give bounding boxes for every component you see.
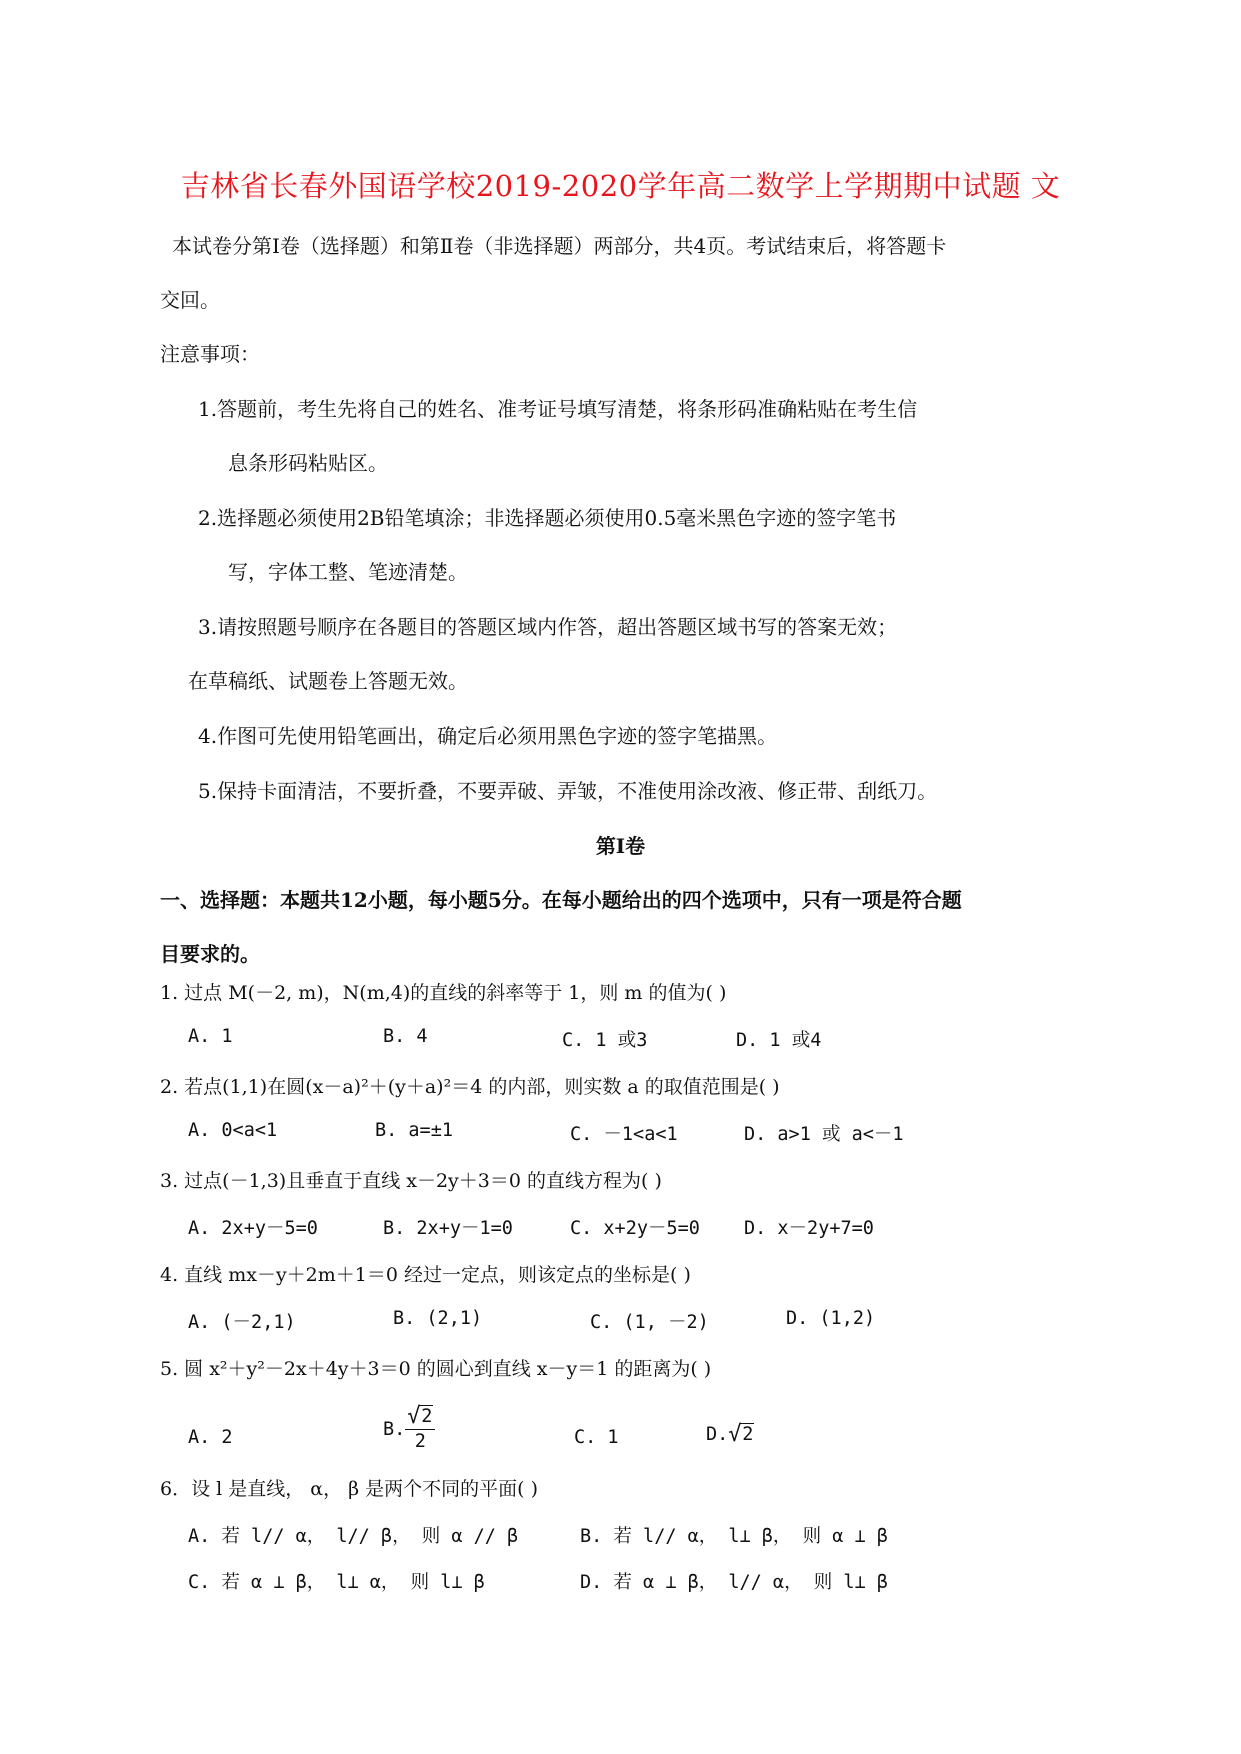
question-1-stem: 1. 过点 M(－2, m)，N(m,4)的直线的斜率等于 1，则 m 的值为( ) — [160, 982, 727, 1004]
question-6-option-a: A. 若 l// α， l// β， 则 α // β — [188, 1526, 519, 1547]
note-2-line-2: 写，字体工整、笔迹清楚。 — [228, 560, 468, 584]
question-5-option-c: C. 1 — [574, 1427, 619, 1448]
section-heading-line-1: 一、选择题：本题共12小题，每小题5分。在每小题给出的四个选项中，只有一项是符合题 — [160, 888, 962, 912]
question-2-option-a: A. 0<a<1 — [188, 1120, 278, 1141]
question-6-option-d: D. 若 α ⊥ β， l// α， 则 l⊥ β — [580, 1572, 888, 1593]
question-4-option-d: D. (1,2) — [786, 1308, 876, 1329]
section-label: 第Ⅰ卷 — [595, 834, 646, 858]
section-heading-line-2: 目要求的。 — [160, 942, 260, 966]
question-1-option-d: D. 1 或4 — [736, 1030, 822, 1051]
radical-sign: √ — [407, 1404, 421, 1429]
sqrt-expression — [728, 1424, 754, 1445]
radical-sign: √ — [728, 1422, 742, 1447]
question-6-option-c: C. 若 α ⊥ β， l⊥ α， 则 l⊥ β — [188, 1572, 485, 1593]
sqrt-radicand: 2 — [421, 1406, 433, 1427]
question-4-option-c: C. (1, －2) — [590, 1312, 709, 1333]
question-4-option-a: A. (－2,1) — [188, 1312, 296, 1333]
note-2-line-1: 2.选择题必须使用2B铅笔填涂；非选择题必须使用0.5毫米黑色字迹的签字笔书 — [198, 506, 897, 530]
question-3-option-b: B. 2x+y－1=0 — [383, 1218, 513, 1239]
question-5-option-a: A. 2 — [188, 1427, 233, 1448]
question-6-stem: 6．设 l 是直线， α， β 是两个不同的平面( ) — [160, 1478, 539, 1500]
question-5-option-b — [383, 1404, 435, 1452]
note-3-line-1: 3.请按照题号顺序在各题目的答题区域内作答，超出答题区域书写的答案无效； — [198, 615, 898, 639]
question-3-option-a: A. 2x+y－5=0 — [188, 1218, 318, 1239]
question-3-stem: 3. 过点(－1,3)且垂直于直线 x－2y＋3＝0 的直线方程为( ) — [160, 1170, 662, 1192]
question-4-stem: 4. 直线 mx－y＋2m＋1＝0 经过一定点，则该定点的坐标是( ) — [160, 1264, 691, 1286]
question-1-option-b: B. 4 — [383, 1026, 428, 1047]
question-2-stem: 2. 若点(1,1)在圆(x－a)²＋(y＋a)²＝4 的内部，则实数 a 的取值范围是( ) — [160, 1076, 780, 1098]
fraction — [405, 1404, 435, 1452]
question-2-option-b: B. a=±1 — [375, 1120, 453, 1141]
note-5: 5.保持卡面清洁，不要折叠，不要弄破、弄皱，不准使用涂改液、修正带、刮纸刀。 — [198, 779, 938, 803]
question-5-stem: 5. 圆 x²＋y²－2x＋4y＋3＝0 的圆心到直线 x－y＝1 的距离为( ) — [160, 1358, 712, 1380]
notes-heading: 注意事项： — [160, 342, 260, 366]
note-1-line-2: 息条形码粘贴区。 — [228, 451, 388, 475]
question-1-option-c: C. 1 或3 — [562, 1030, 648, 1051]
question-4-option-b: B. (2,1) — [393, 1308, 483, 1329]
document-title: 吉林省长春外国语学校2019-2020学年高二数学上学期期中试题 文 — [180, 169, 1061, 203]
option-b-label: B. — [383, 1419, 406, 1440]
sqrt-radicand: 2 — [742, 1424, 754, 1445]
question-6-option-b: B. 若 l// α， l⊥ β， 则 α ⊥ β — [580, 1526, 888, 1547]
question-3-option-d: D. x－2y+7=0 — [744, 1218, 874, 1239]
question-2-option-d: D. a>1 或 a<－1 — [744, 1124, 904, 1145]
note-4: 4.作图可先使用铅笔画出，确定后必须用黑色字迹的签字笔描黑。 — [198, 724, 778, 748]
note-1-line-1: 1.答题前，考生先将自己的姓名、准考证号填写清楚，将条形码准确粘贴在考生信 — [198, 397, 918, 421]
fraction-denominator: 2 — [414, 1430, 426, 1452]
question-3-option-c: C. x+2y－5=0 — [570, 1218, 700, 1239]
intro-line-1: 本试卷分第Ⅰ卷（选择题）和第Ⅱ卷（非选择题）两部分，共4页。考试结束后，将答题卡 — [172, 234, 947, 258]
fraction-numerator — [405, 1404, 435, 1430]
sqrt-expression — [407, 1404, 433, 1429]
question-5-option-d — [706, 1424, 754, 1445]
intro-line-2: 交回。 — [160, 288, 220, 312]
option-d-label: D. — [706, 1424, 729, 1445]
question-2-option-c: C. －1<a<1 — [570, 1124, 678, 1145]
question-1-option-a: A. 1 — [188, 1026, 233, 1047]
note-3-line-2: 在草稿纸、试题卷上答题无效。 — [188, 669, 468, 693]
